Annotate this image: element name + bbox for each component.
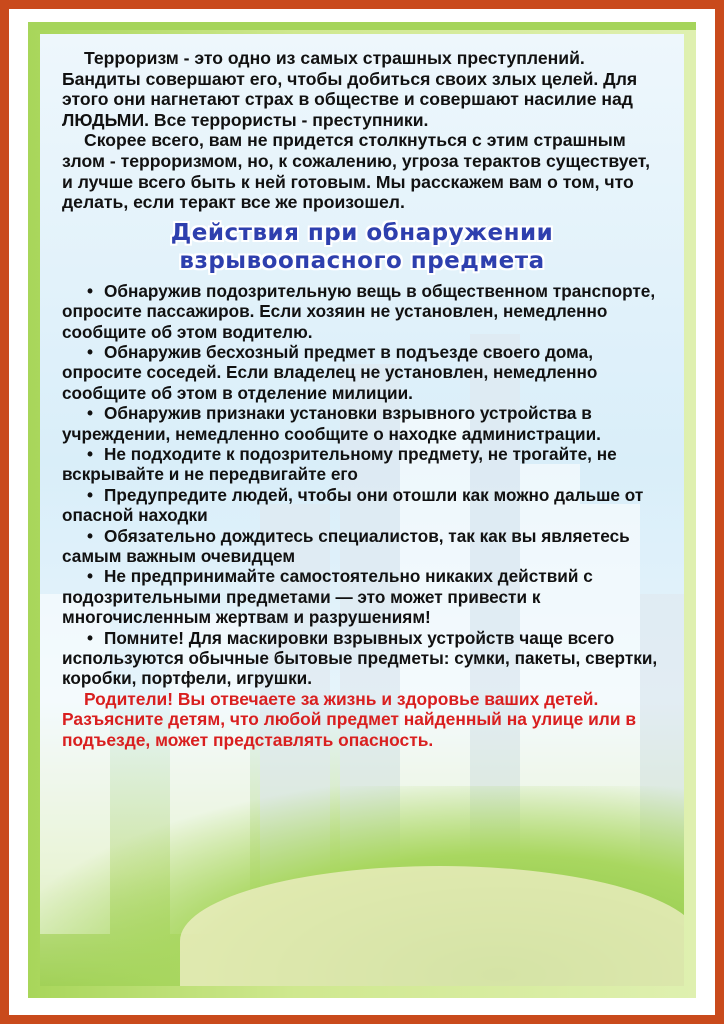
list-item-text: Обнаружив признаки установки взрывного устройства в учреждении, немедленно сообщите о находке администрации.	[62, 403, 601, 444]
list-item	[62, 281, 662, 342]
bullet-icon: •	[86, 484, 94, 505]
frame-green-top	[28, 22, 696, 30]
list-item-text: Обнаружив бесхозный предмет в подъезде своего дома, опросите соседей. Если владелец не установлен, немедленно сообщите об этом в отделение милиции.	[62, 341, 598, 403]
intro-paragraph-1: Терроризм - это одно из самых страшных преступлений. Бандиты совершают его, чтобы добиться своих злых целей. Для этого они нагнетают страх в обществе и совершают насилие над ЛЮДЬМИ. Все террористы - преступники.	[62, 48, 638, 130]
list-item-text: Помните! Для маскировки взрывных устройств чаще всего используются обычные бытовые предметы: сумки, пакеты, свертки, коробки, портфели, игрушки.	[62, 627, 658, 689]
list-item-text: Предупредите людей, чтобы они отошли как можно дальше от опасной находки	[62, 484, 644, 526]
bullet-icon: •	[86, 566, 94, 587]
bullet-icon: •	[86, 444, 94, 464]
bullet-icon: •	[86, 280, 94, 301]
list-item-text: Обязательно дождитесь специалистов, так как вы являетесь самым важным очевидцем	[62, 525, 630, 567]
heading-line-2: взрывоопасного предмета	[179, 247, 545, 274]
heading-line-1: Действия при обнаружении	[170, 219, 554, 246]
list-item	[62, 403, 662, 444]
list-item-text: Не подходите к подозрительному предмету, не трогайте, не вскрывайте и не передвигайте его	[62, 444, 617, 485]
list-item	[62, 444, 662, 485]
list-item-text: Обнаружив подозрительную вещь в общественном транспорте, опросите пассажиров. Если хозяин не установлен, немедленно сообщите об этом водителю.	[62, 280, 656, 342]
poster-content	[62, 48, 662, 751]
list-item	[62, 526, 662, 567]
instructions-list	[62, 281, 662, 689]
parents-warning: Родители! Вы отвечаете за жизнь и здоровье ваших детей. Разъясните детям, что любой предмет найденный на улице или в подъезде, может представлять опасность.	[62, 688, 637, 751]
intro-paragraph-2: Скорее всего, вам не придется столкнуться с этим страшным злом - терроризмом, но, к сожалению, угроза терактов существует, и лучше всего быть к ней готовым. Мы расскажем вам о том, что делать, если теракт все же произошел.	[62, 130, 650, 213]
list-item-text: Не предпринимайте самостоятельно никаких действий с подозрительными предметами — это может привести к многочисленным жертвам и разрушениям!	[62, 566, 593, 628]
list-item	[62, 628, 662, 689]
bullet-icon: •	[86, 341, 94, 362]
list-item	[62, 342, 662, 403]
list-item	[62, 485, 662, 526]
section-heading	[62, 219, 662, 275]
bullet-icon: •	[86, 403, 94, 424]
list-item	[62, 566, 662, 627]
bullet-icon: •	[86, 525, 94, 546]
bullet-icon: •	[86, 627, 94, 648]
